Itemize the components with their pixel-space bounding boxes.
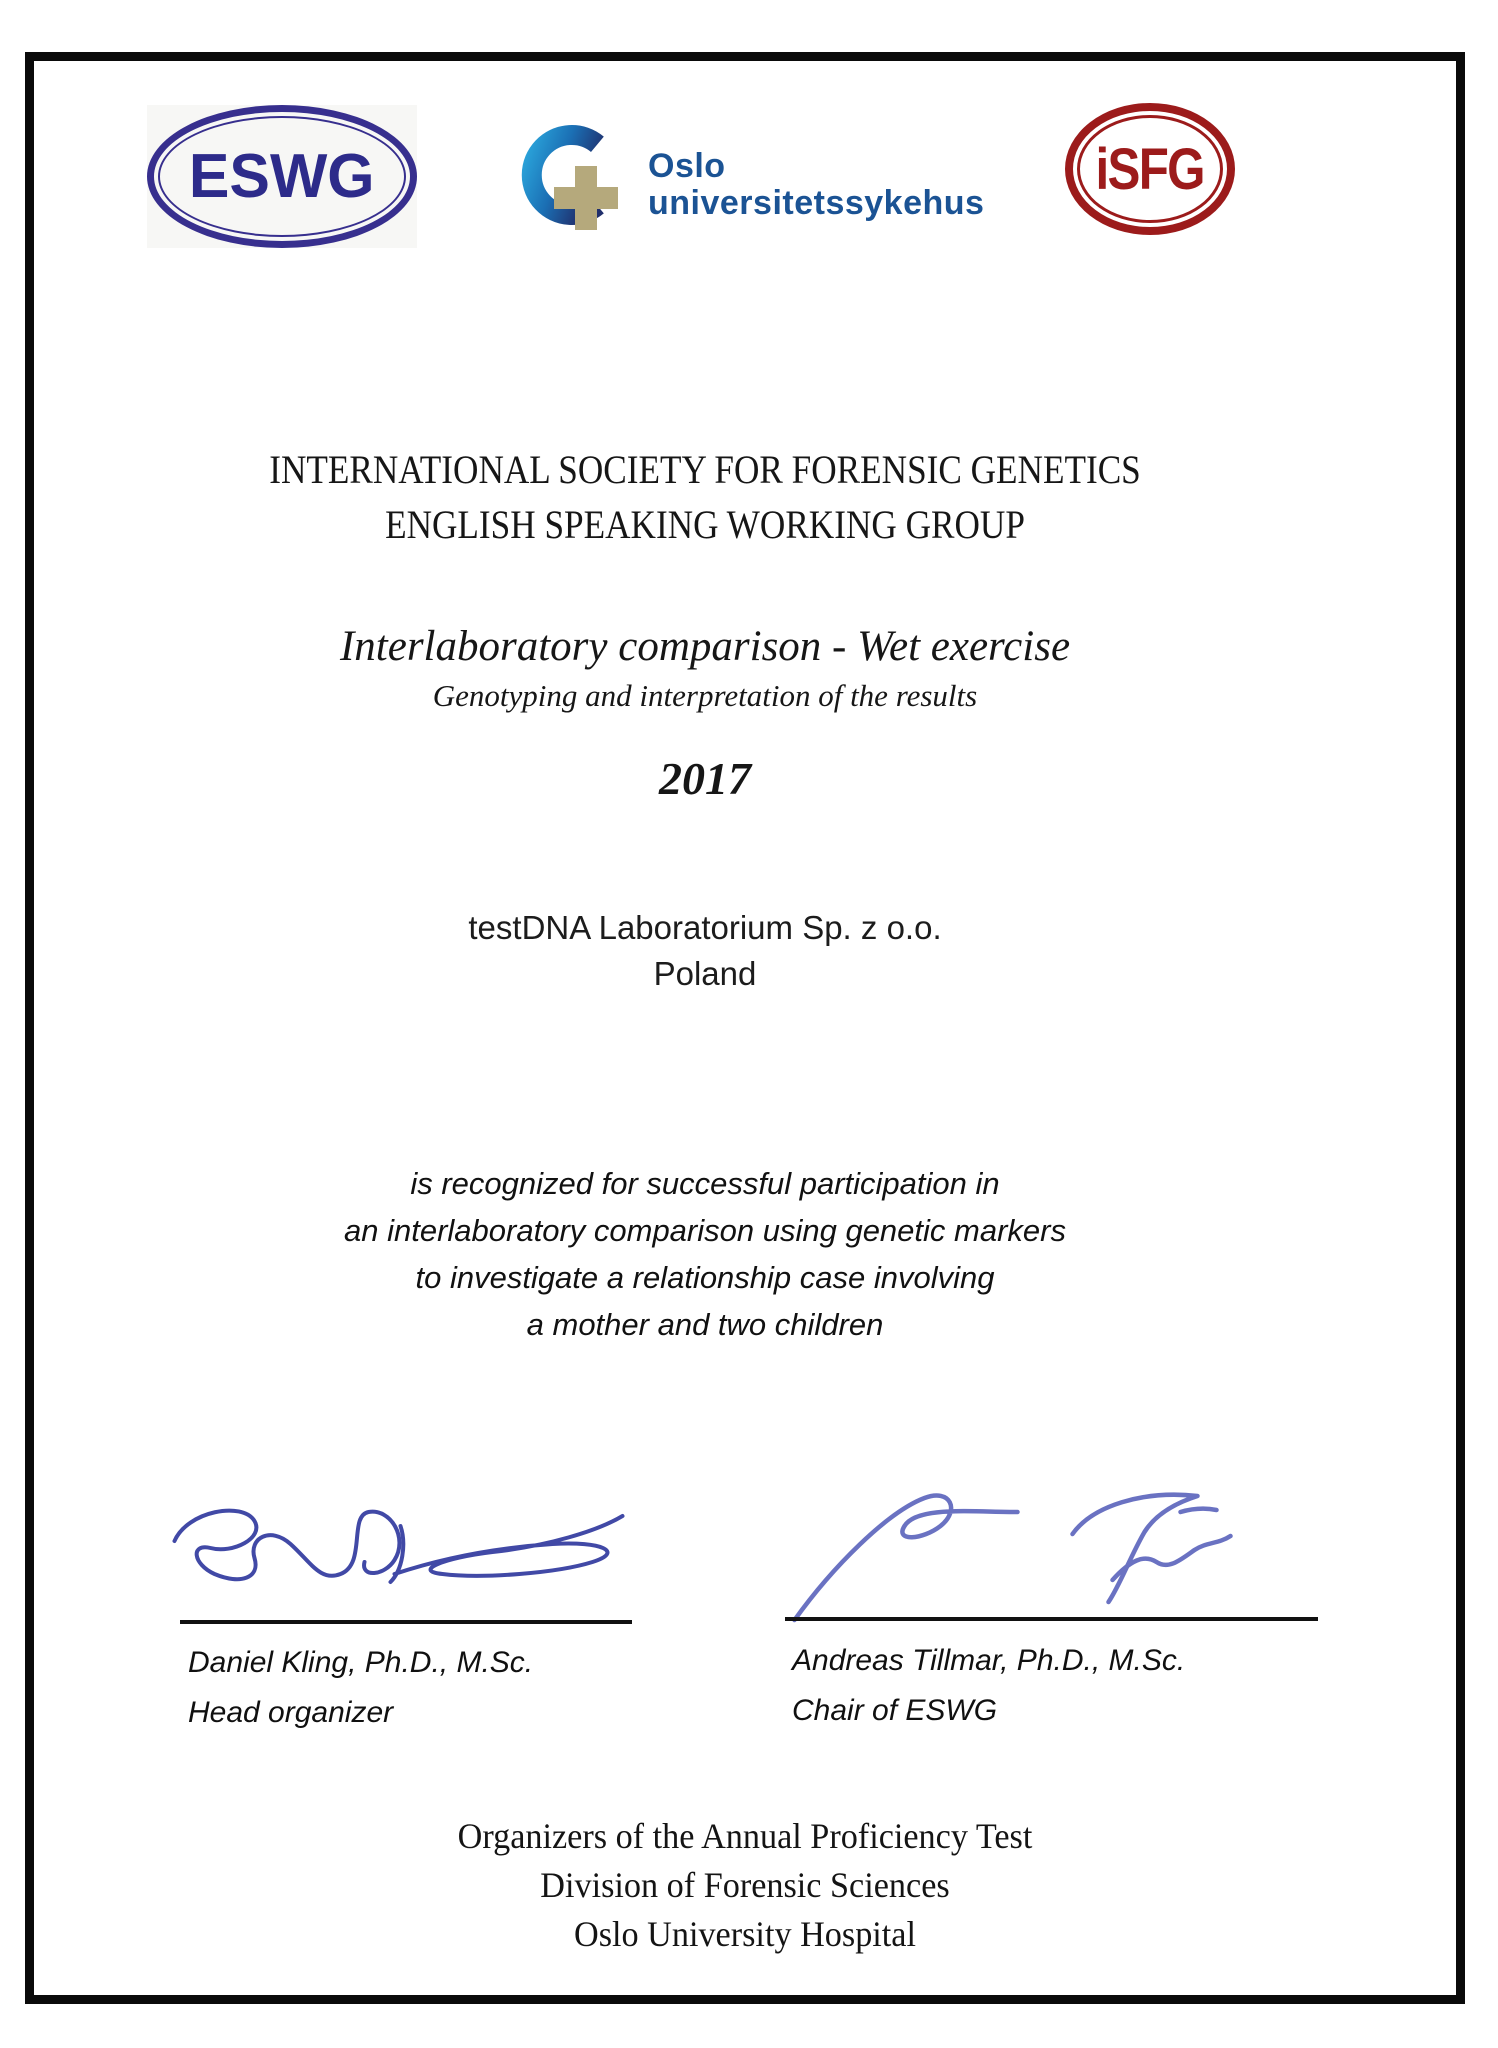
isfg-logo-text: iSFG [1095,136,1205,202]
exercise-title: Interlaboratory comparison - Wet exercise [339,623,1071,670]
signature-line-right [785,1617,1318,1621]
signatory-right [792,1636,1185,1736]
footer-line1: Organizers of the Annual Proficiency Test [457,1816,1033,1856]
statement-line2: an interlaboratory comparison using genetic markers [344,1213,1066,1248]
footer-line3: Oslo University Hospital [574,1914,916,1954]
signatory-right-title: Chair of ESWG [792,1694,998,1727]
oslo-ring-cross-icon [520,122,638,234]
organizer-footer [40,1812,1450,1959]
exercise-subtitle: Genotyping and interpretation of the results [432,678,978,713]
signatory-right-name: Andreas Tillmar, Ph.D., M.Sc. [792,1644,1186,1677]
signatory-left-name: Daniel Kling, Ph.D., M.Sc. [188,1646,534,1679]
eswg-logo [147,105,417,248]
signature-line-left [180,1620,632,1624]
recipient-country: Poland [653,955,757,992]
statement-line1: is recognized for successful participation in [410,1166,1000,1201]
exercise-year: 2017 [659,753,751,804]
eswg-ellipse-inner [158,116,406,237]
signature-andreas-tillmar [780,1472,1345,1632]
recipient-name: testDNA Laboratorium Sp. z o.o. [468,909,942,946]
signature-daniel-kling [160,1486,640,1636]
oslo-logo-line1: Oslo [648,147,726,185]
eswg-logo-text: ESWG [189,142,375,211]
statement-line4: a mother and two children [526,1307,884,1342]
title-line1: INTERNATIONAL SOCIETY FOR FORENSIC GENETICS [269,447,1141,492]
signatory-left-title: Head organizer [188,1696,394,1729]
oslo-logo-text [648,148,984,222]
oslo-university-hospital-logo [520,118,1030,233]
statement-line3: to investigate a relationship case involving [415,1260,995,1295]
footer-line2: Division of Forensic Sciences [540,1865,950,1905]
recipient-block [0,905,1410,997]
isfg-ellipse-outer [1065,103,1235,235]
certificate-title [0,442,1410,552]
oslo-logo-line2: universitetssykehus [648,184,985,222]
isfg-logo [1065,103,1235,235]
isfg-ellipse-inner [1077,115,1223,223]
signatory-left [188,1638,533,1738]
recognition-statement [0,1160,1410,1348]
title-line2: ENGLISH SPEAKING WORKING GROUP [385,502,1025,547]
eswg-ellipse-outer [147,105,417,248]
